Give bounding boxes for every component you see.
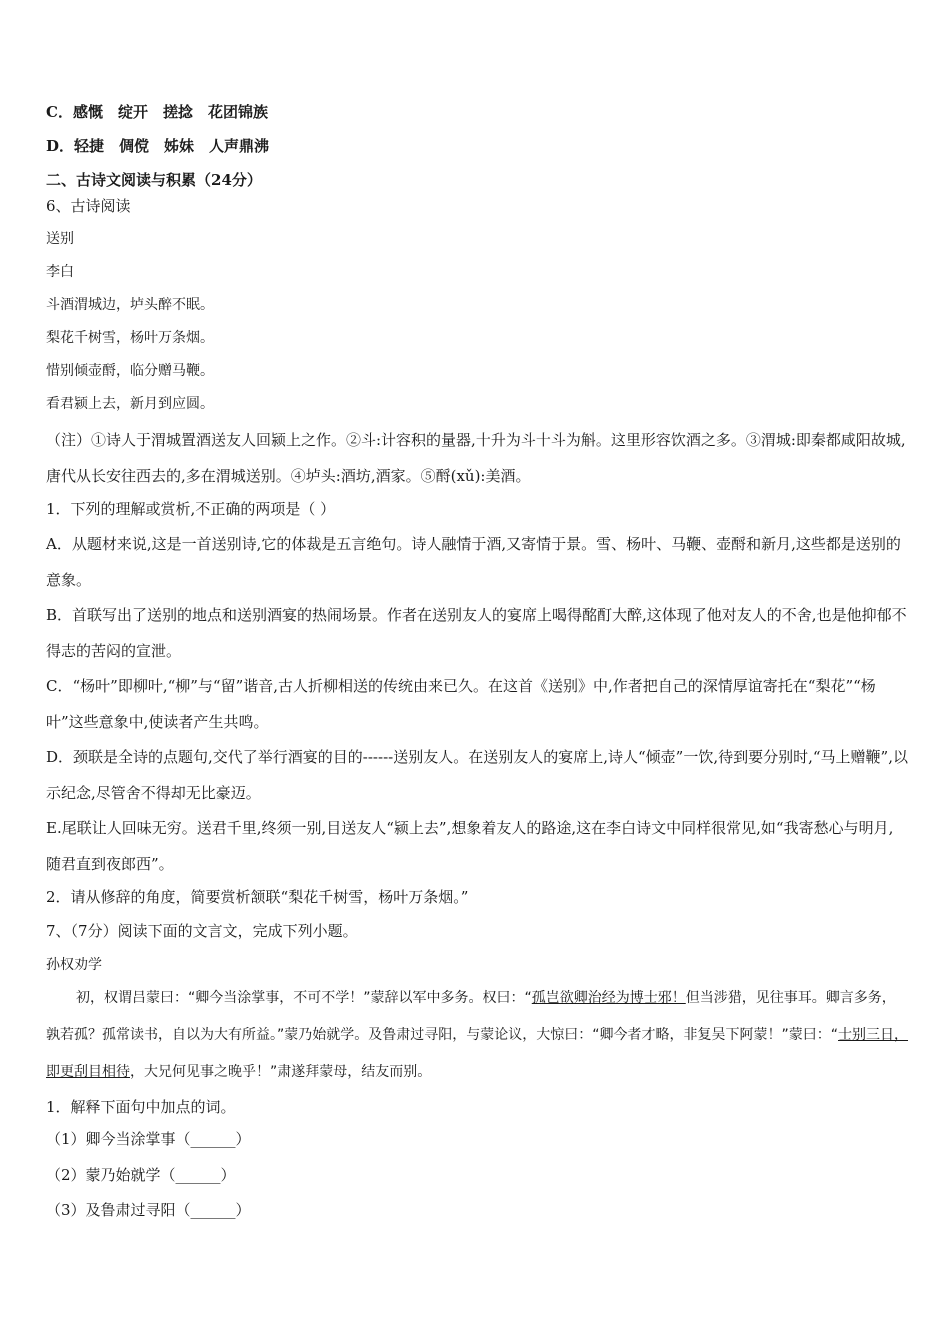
section-heading: 二、古诗文阅读与积累（24分） — [46, 171, 262, 189]
q6-option-a: A．从题材来说,这是一首送别诗,它的体裁是五言绝句。诗人融情于酒,又寄情于景。雪、杨叶、马鞭、壶酹和新月,这些都是送别的意象。 — [46, 535, 901, 589]
poem-author: 李白 — [46, 264, 74, 280]
q6-sub1-stem: 1．下列的理解或赏析,不正确的两项是（ ） — [46, 500, 336, 518]
poem-title: 送别 — [46, 231, 74, 247]
q7-blank-item[interactable]: （3）及鲁肃过寻阳（______） — [46, 1201, 251, 1219]
option-c: C．感慨 绽开 搓捻 花团锦族 — [46, 103, 268, 121]
q6-option-b: B．首联写出了送别的地点和送别酒宴的热闹场景。作者在送别友人的宴席上喝得酩酊大醉,这体现了他对友人的不舍,也是他抑郁不得志的苦闷的宣泄。 — [46, 606, 907, 660]
passage-text: ，大兄何见事之晚乎！”肃遂拜蒙母，结友而别。 — [130, 1064, 432, 1080]
passage-title: 孙权劝学 — [46, 957, 102, 973]
question-7-title: 7、（7分）阅读下面的文言文，完成下列小题。 — [46, 922, 358, 940]
q6-option-d: D．颈联是全诗的点题句,交代了举行酒宴的目的------送别友人。在送别友人的宴席上,诗人“倾壶”一饮,待到要分别时,“马上赠鞭”,以示纪念,尽管舍不得却无比豪迈。 — [46, 748, 908, 802]
poem-line: 看君颍上去，新月到应圆。 — [46, 396, 214, 412]
poem-line: 梨花千树雪，杨叶万条烟。 — [46, 330, 214, 346]
q6-option-c: C．“杨叶”即柳叶,“柳”与“留”谐音,古人折柳相送的传统由来已久。在这首《送别》中,作者把自己的深情厚谊寄托在“梨花”“杨叶”这些意象中,使读者产生共鸣。 — [46, 677, 876, 731]
question-6-title: 6、古诗阅读 — [46, 197, 131, 215]
q6-option-e: E.尾联让人回味无穷。送君千里,终须一别,目送友人“颍上去”,想象着友人的路途,这在李白诗文中同样很常见,如“我寄愁心与明月,随君直到夜郎西”。 — [46, 819, 894, 873]
passage-body — [46, 980, 908, 1091]
q7-blank-item[interactable]: （1）卿今当涂掌事（______） — [46, 1130, 251, 1148]
underlined-sentence: 孤岂欲卿治经为博士邪！ — [531, 990, 686, 1006]
passage-text: 但当涉猎，见往事耳。卿言多务，孰若孤？孤常读书，自以为大有所益。”蒙乃始就学。及鲁肃过寻阳，与蒙论议，大惊曰：“卿今者才略，非复吴下阿蒙！”蒙曰：“ — [46, 990, 896, 1043]
q7-sub1-stem: 1．解释下面句中加点的词。 — [46, 1098, 236, 1116]
underlined-sentence: 士别三日，即更刮目相待 — [46, 1027, 909, 1080]
q7-blank-item[interactable]: （2）蒙乃始就学（______） — [46, 1166, 236, 1184]
option-d: D．轻捷 倜傥 姊妹 人声鼎沸 — [46, 137, 270, 155]
poem-line: 斗酒渭城边，垆头醉不眠。 — [46, 297, 214, 313]
poem-note: （注）①诗人于渭城置酒送友人回颍上之作。②斗:计容积的量器,十升为斗十斗为斛。这里形容饮酒之多。③渭城:即秦都咸阳故城,唐代从长安往西去的,多在渭城送别。④垆头:酒坊,酒家。⑤酹(xǔ):美酒。 — [46, 431, 906, 485]
q6-sub2: 2．请从修辞的角度，简要赏析颔联“梨花千树雪，杨叶万条烟。” — [46, 888, 469, 906]
passage-text: 初，权谓吕蒙曰：“卿今当涂掌事，不可不学！”蒙辞以军中多务。权曰：“ — [76, 990, 532, 1006]
poem-line: 惜别倾壶酹，临分赠马鞭。 — [46, 363, 214, 379]
